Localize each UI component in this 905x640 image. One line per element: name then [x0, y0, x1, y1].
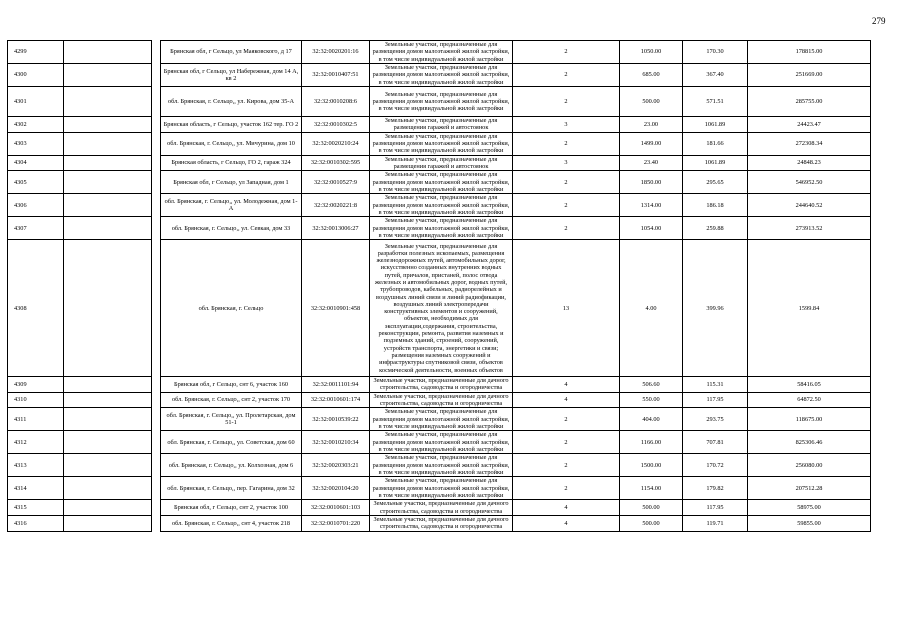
cadastral-number-cell: 32:32:0020303:21 — [302, 454, 370, 477]
land-use-cell: Земельные участки, предназначенные для размещения домов малоэтажной жилой застройки, в том числе индивидуальной жилой застройки — [370, 41, 513, 64]
cadastral-value-cell: 825306.46 — [748, 431, 871, 454]
specific-value-cell: 117.95 — [683, 500, 748, 516]
group-cell: 2 — [513, 477, 620, 500]
cadastral-value-cell: 118675.00 — [748, 408, 871, 431]
group-cell: 2 — [513, 217, 620, 240]
area-cell: 1050.00 — [620, 41, 683, 64]
empty-cell — [152, 500, 161, 516]
area-cell: 550.00 — [620, 392, 683, 408]
area-cell: 404.00 — [620, 408, 683, 431]
area-cell: 1499.00 — [620, 132, 683, 155]
address-cell: обл. Брянская, г. Сельцо,, снт 2, участок 170 — [161, 392, 302, 408]
address-cell: Брянская обл, г Сельцо, ул Западная, дом 1 — [161, 171, 302, 194]
specific-value-cell: 1061.89 — [683, 155, 748, 171]
cadastral-value-cell: 59855.00 — [748, 515, 871, 531]
table-body — [8, 41, 871, 532]
area-cell: 685.00 — [620, 64, 683, 87]
group-cell: 13 — [513, 240, 620, 377]
empty-cell — [64, 171, 152, 194]
row-number-cell: 4310 — [8, 392, 64, 408]
cadastral-number-cell: 32:32:0010901:458 — [302, 240, 370, 377]
specific-value-cell: 170.72 — [683, 454, 748, 477]
empty-cell — [152, 64, 161, 87]
group-cell: 2 — [513, 431, 620, 454]
table-row — [8, 240, 871, 377]
specific-value-cell: 186.18 — [683, 194, 748, 217]
empty-cell — [152, 477, 161, 500]
specific-value-cell: 293.75 — [683, 408, 748, 431]
table-row — [8, 171, 871, 194]
land-use-cell: Земельные участки, предназначенные для дачного строительства, садоводства и огородничества — [370, 500, 513, 516]
group-cell: 3 — [513, 117, 620, 133]
empty-cell — [152, 217, 161, 240]
empty-cell — [152, 171, 161, 194]
land-use-cell: Земельные участки, предназначенные для дачного строительства, садоводства и огородничества — [370, 392, 513, 408]
address-cell: обл. Брянская, г. Сельцо,, ул. Севкая, дом 33 — [161, 217, 302, 240]
row-number-cell: 4309 — [8, 377, 64, 393]
area-cell: 500.00 — [620, 515, 683, 531]
group-cell: 2 — [513, 132, 620, 155]
empty-cell — [64, 217, 152, 240]
area-cell: 500.00 — [620, 500, 683, 516]
empty-cell — [64, 117, 152, 133]
address-cell: Брянская область, г Сельцо, ГО 2, гараж 324 — [161, 155, 302, 171]
row-number-cell: 4316 — [8, 515, 64, 531]
empty-cell — [64, 477, 152, 500]
address-cell: Брянская обл, г Сельцо, снт 6, участок 160 — [161, 377, 302, 393]
table-row — [8, 87, 871, 117]
address-cell: обл. Брянская, г. Сельцо,, ул. Кирова, дом 35-А — [161, 87, 302, 117]
empty-cell — [64, 408, 152, 431]
cadastral-number-cell: 32:32:0020210:24 — [302, 132, 370, 155]
land-use-cell: Земельные участки, предназначенные для размещения домов малоэтажной жилой застройки, в том числе индивидуальной жилой застройки — [370, 454, 513, 477]
empty-cell — [152, 194, 161, 217]
land-use-cell: Земельные участки, предназначенные для размещения домов малоэтажной жилой застройки, в том числе индивидуальной жилой застройки — [370, 431, 513, 454]
specific-value-cell: 115.31 — [683, 377, 748, 393]
cadastral-value-cell: 256080.00 — [748, 454, 871, 477]
table-row — [8, 132, 871, 155]
area-cell: 23.40 — [620, 155, 683, 171]
row-number-cell: 4311 — [8, 408, 64, 431]
group-cell: 2 — [513, 87, 620, 117]
cadastral-value-cell: 251669.00 — [748, 64, 871, 87]
row-number-cell: 4313 — [8, 454, 64, 477]
land-use-cell: Земельные участки, предназначенные для дачного строительства, садоводства и огородничества — [370, 377, 513, 393]
table-row — [8, 377, 871, 393]
row-number-cell: 4308 — [8, 240, 64, 377]
area-cell: 1314.00 — [620, 194, 683, 217]
specific-value-cell: 170.30 — [683, 41, 748, 64]
row-number-cell: 4312 — [8, 431, 64, 454]
cadastral-value-cell: 244640.52 — [748, 194, 871, 217]
empty-cell — [64, 87, 152, 117]
empty-cell — [152, 392, 161, 408]
land-use-cell: Земельные участки, предназначенные для размещения домов малоэтажной жилой застройки, в том числе индивидуальной жилой застройки — [370, 477, 513, 500]
empty-cell — [152, 408, 161, 431]
group-cell: 2 — [513, 194, 620, 217]
table-row — [8, 64, 871, 87]
address-cell: обл. Брянская, г. Сельцо,, ул. Советская, дом 60 — [161, 431, 302, 454]
cadastral-number-cell: 32:32:0011101:94 — [302, 377, 370, 393]
group-cell: 2 — [513, 408, 620, 431]
specific-value-cell: 399.96 — [683, 240, 748, 377]
empty-cell — [152, 132, 161, 155]
address-cell: Брянская обл, г Сельцо, ул Набережная, дом 14 А, кв 2 — [161, 64, 302, 87]
group-cell: 2 — [513, 171, 620, 194]
cadastral-number-cell: 32:32:0010210:34 — [302, 431, 370, 454]
area-cell: 1054.00 — [620, 217, 683, 240]
address-cell: обл. Брянская, г. Сельцо — [161, 240, 302, 377]
address-cell: Брянская обл, г Сельцо, снт 2, участок 100 — [161, 500, 302, 516]
area-cell: 23.00 — [620, 117, 683, 133]
cadastral-value-cell: 178815.00 — [748, 41, 871, 64]
specific-value-cell: 707.81 — [683, 431, 748, 454]
empty-cell — [152, 87, 161, 117]
empty-cell — [152, 41, 161, 64]
empty-cell — [152, 117, 161, 133]
address-cell: Брянская область, г Сельцо, участок 162 тер. ГО 2 — [161, 117, 302, 133]
row-number-cell: 4300 — [8, 64, 64, 87]
group-cell: 2 — [513, 454, 620, 477]
cadastral-number-cell: 32:32:0010601:103 — [302, 500, 370, 516]
group-cell: 2 — [513, 41, 620, 64]
empty-cell — [64, 431, 152, 454]
row-number-cell: 4305 — [8, 171, 64, 194]
page-number: 279 — [872, 16, 886, 26]
address-cell: обл. Брянская, г. Сельцо,, ул. Молодежная, дом 1-А — [161, 194, 302, 217]
land-use-cell: Земельные участки, предназначенные для размещения гаражей и автостоянок — [370, 155, 513, 171]
row-number-cell: 4314 — [8, 477, 64, 500]
table-row — [8, 408, 871, 431]
specific-value-cell: 295.65 — [683, 171, 748, 194]
cadastral-value-cell: 24423.47 — [748, 117, 871, 133]
table-row — [8, 500, 871, 516]
area-cell: 500.00 — [620, 87, 683, 117]
area-cell: 506.60 — [620, 377, 683, 393]
table-row — [8, 217, 871, 240]
cadastral-number-cell: 32:32:0020201:16 — [302, 41, 370, 64]
group-cell: 4 — [513, 515, 620, 531]
group-cell: 4 — [513, 392, 620, 408]
cadastral-value-table — [7, 40, 871, 532]
empty-cell — [152, 515, 161, 531]
table-row — [8, 477, 871, 500]
area-cell: 1154.00 — [620, 477, 683, 500]
cadastral-number-cell: 32:32:0013006:27 — [302, 217, 370, 240]
address-cell: обл. Брянская, г. Сельцо,, ул. Пролетарская, дом 51-1 — [161, 408, 302, 431]
cadastral-value-cell: 1599.84 — [748, 240, 871, 377]
cadastral-value-cell: 546952.50 — [748, 171, 871, 194]
group-cell: 3 — [513, 155, 620, 171]
cadastral-number-cell: 32:32:0010601:174 — [302, 392, 370, 408]
cadastral-value-cell: 24848.23 — [748, 155, 871, 171]
area-cell: 4.00 — [620, 240, 683, 377]
specific-value-cell: 1061.89 — [683, 117, 748, 133]
empty-cell — [64, 515, 152, 531]
cadastral-number-cell: 32:32:0010527:9 — [302, 171, 370, 194]
empty-cell — [64, 500, 152, 516]
specific-value-cell: 571.51 — [683, 87, 748, 117]
row-number-cell: 4307 — [8, 217, 64, 240]
group-cell: 4 — [513, 377, 620, 393]
empty-cell — [64, 64, 152, 87]
specific-value-cell: 119.71 — [683, 515, 748, 531]
land-use-cell: Земельные участки, предназначенные для размещения домов малоэтажной жилой застройки, в том числе индивидуальной жилой застройки — [370, 194, 513, 217]
empty-cell — [64, 194, 152, 217]
cadastral-value-cell: 207512.28 — [748, 477, 871, 500]
row-number-cell: 4301 — [8, 87, 64, 117]
row-number-cell: 4303 — [8, 132, 64, 155]
specific-value-cell: 179.82 — [683, 477, 748, 500]
empty-cell — [64, 41, 152, 64]
land-use-cell: Земельные участки, предназначенные для размещения домов малоэтажной жилой застройки, в том числе индивидуальной жилой застройки — [370, 87, 513, 117]
table-row — [8, 431, 871, 454]
table-row — [8, 41, 871, 64]
address-cell: обл. Брянская, г. Сельцо,, пер. Гагарина, дом 32 — [161, 477, 302, 500]
empty-cell — [64, 392, 152, 408]
empty-cell — [64, 454, 152, 477]
land-use-cell: Земельные участки, предназначенные для размещения домов малоэтажной жилой застройки, в том числе индивидуальной жилой застройки — [370, 217, 513, 240]
empty-cell — [64, 377, 152, 393]
empty-cell — [152, 377, 161, 393]
cadastral-number-cell: 32:32:0010539:22 — [302, 408, 370, 431]
address-cell: обл. Брянская, г. Сельцо,, ул. Мичурина, дом 10 — [161, 132, 302, 155]
land-use-cell: Земельные участки, предназначенные для разработки полезных ископаемых, размещения железнодорожных путей, автомобильных дорог, искусственно созданных внутренних водных путей, причалов, пристаней, полос отвода железных и автомобильных дорог, водных путей, трубопроводов, кабельных, радиорелейных и воздушных линий связи и линий радиофикации, воздушных линий электропередачи конструктивных элементов и сооружений, объектов, необходимых для эксплуатации,содержания, строительства, реконструкции, ремонта, развития наземных и подземных зданий, строений, сооружений, устройств транспорта, энергетики и связи; размещения наземных сооружений и инфраструктуры спутниковой связи, объектов космической деятельности, военных объектов — [370, 240, 513, 377]
table-row — [8, 155, 871, 171]
land-use-cell: Земельные участки, предназначенные для размещения домов малоэтажной жилой застройки, в том числе индивидуальной жилой застройки — [370, 408, 513, 431]
cadastral-value-cell: 273913.52 — [748, 217, 871, 240]
empty-cell — [64, 155, 152, 171]
address-cell: обл. Брянская, г. Сельцо,, ул. Колхозная, дом 6 — [161, 454, 302, 477]
table-row — [8, 117, 871, 133]
empty-cell — [152, 454, 161, 477]
row-number-cell: 4302 — [8, 117, 64, 133]
row-number-cell: 4299 — [8, 41, 64, 64]
row-number-cell: 4304 — [8, 155, 64, 171]
cadastral-number-cell: 32:32:0010302:5 — [302, 117, 370, 133]
table-row — [8, 194, 871, 217]
cadastral-number-cell: 32:32:0010701:220 — [302, 515, 370, 531]
cadastral-number-cell: 32:32:0020221:8 — [302, 194, 370, 217]
land-use-cell: Земельные участки, предназначенные для размещения домов малоэтажной жилой застройки, в том числе индивидуальной жилой застройки — [370, 64, 513, 87]
cadastral-number-cell: 32:32:0010407:51 — [302, 64, 370, 87]
group-cell: 2 — [513, 64, 620, 87]
table-row — [8, 454, 871, 477]
address-cell: Брянская обл, г Сельцо, ул Маяковского, д 17 — [161, 41, 302, 64]
empty-cell — [152, 240, 161, 377]
group-cell: 4 — [513, 500, 620, 516]
empty-cell — [64, 240, 152, 377]
specific-value-cell: 367.40 — [683, 64, 748, 87]
cadastral-number-cell: 32:32:0010302:595 — [302, 155, 370, 171]
land-use-cell: Земельные участки, предназначенные для размещения домов малоэтажной жилой застройки, в том числе индивидуальной жилой застройки — [370, 132, 513, 155]
table-row — [8, 515, 871, 531]
land-use-cell: Земельные участки, предназначенные для размещения гаражей и автостоянок — [370, 117, 513, 133]
empty-cell — [152, 431, 161, 454]
empty-cell — [152, 155, 161, 171]
cadastral-number-cell: 32:32:0010208:6 — [302, 87, 370, 117]
cadastral-value-cell: 285755.00 — [748, 87, 871, 117]
cadastral-value-cell: 58975.00 — [748, 500, 871, 516]
cadastral-value-cell: 58416.05 — [748, 377, 871, 393]
specific-value-cell: 259.88 — [683, 217, 748, 240]
area-cell: 1166.00 — [620, 431, 683, 454]
cadastral-number-cell: 32:32:0020104:20 — [302, 477, 370, 500]
row-number-cell: 4315 — [8, 500, 64, 516]
area-cell: 1500.00 — [620, 454, 683, 477]
area-cell: 1850.00 — [620, 171, 683, 194]
table-row — [8, 392, 871, 408]
land-use-cell: Земельные участки, предназначенные для размещения домов малоэтажной жилой застройки, в том числе индивидуальной жилой застройки — [370, 171, 513, 194]
specific-value-cell: 117.95 — [683, 392, 748, 408]
land-use-cell: Земельные участки, предназначенные для дачного строительства, садоводства и огородничества — [370, 515, 513, 531]
row-number-cell: 4306 — [8, 194, 64, 217]
empty-cell — [64, 132, 152, 155]
specific-value-cell: 181.66 — [683, 132, 748, 155]
address-cell: обл. Брянская, г. Сельцо,, снт 4, участок 218 — [161, 515, 302, 531]
cadastral-value-cell: 272308.34 — [748, 132, 871, 155]
cadastral-value-cell: 64872.50 — [748, 392, 871, 408]
